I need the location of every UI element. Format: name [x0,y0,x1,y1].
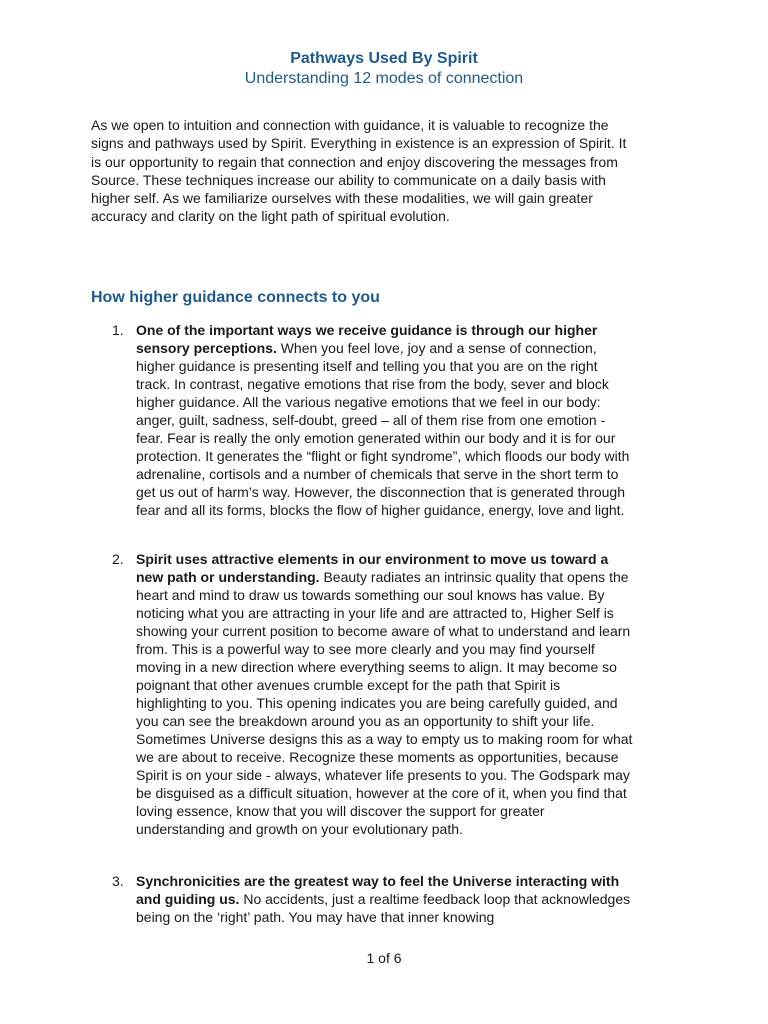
list-item [112,321,634,519]
list-item-number: 1. [112,322,124,338]
list-item-body [136,872,634,926]
list-item-text: No accidents, just a realtime feedback loop that acknowledges being on the ‘right’ path. You may have that inner knowing [136,891,631,925]
intro-paragraph: As we open to intuition and connection with guidance, it is valuable to recognize the signs and pathways used by Spirit. Everything in existence is an expression of Spirit. It is our opportunity to regain that connection and enjoy discovering the messages from Source. These techniques increase our ability to communicate on a daily basis with higher self. As we familiarize ourselves with these modalities, we will gain greater accuracy and clarity on the light path of spiritual evolution. [91,117,627,225]
list-item [112,550,634,838]
list-item [112,872,634,926]
list-item-text: When you feel love, joy and a sense of connection, higher guidance is presenting itself and telling you that you are on the right track. In contrast, negative emotions that rise from the body, sever and block higher guidance. All the various negative emotions that we feel in our body: anger, guilt, sadness, self-doubt, greed – all of them rise from one emotion - fear. Fear is really the only emotion generated within our body and it is for our protection. It generates the “flight or fight syndrome”, which floods our body with adrenaline, cortisols and a number of chemicals that serve in the short term to get us out of harm’s way. However, the disconnection that is generated through fear and all its forms, blocks the flow of higher guidance, energy, love and light. [136,340,630,518]
section-heading: How higher guidance connects to you [91,289,380,306]
page-number: 1 of 6 [366,950,402,966]
list-item-text: Beauty radiates an intrinsic quality that opens the heart and mind to draw us towards something our soul knows has value. By noticing what you are attracting in your life and are attracted to, Higher Self is showing your current position to become aware of what to understand and learn from. This is a powerful way to see more clearly and you may find yourself moving in a new direction where everything seems to align. It may become so poignant that other avenues crumble except for the path that Spirit is highlighting to you. This opening indicates you are being carefully guided, and you can see the breakdown around you as an opportunity to shift your life. Sometimes Universe designs this as a way to empty us to making room for what we are about to receive. Recognize these moments as opportunities, because Spirit is on your side - always, whatever life presents to you. The Godspark may be disguised as a difficult situation, however at the core of it, when you find that loving essence, know that you will discover the support for greater understanding and growth on your evolutionary path. [136,569,633,837]
list-item-lead: One of the important ways we receive guidance is through our higher sensory perceptions. [136,322,598,356]
list-item-number: 2. [112,551,124,567]
document-title: Pathways Used By Spirit [290,50,478,67]
list-item-body [136,321,634,519]
list-item-number: 3. [112,873,124,889]
list-item-lead: Spirit uses attractive elements in our environment to move us toward a new path or understanding. [136,551,609,585]
list-item-lead: Synchronicities are the greatest way to feel the Universe interacting with and guiding us. [136,873,620,907]
list-item-body [136,550,634,838]
document-subtitle: Understanding 12 modes of connection [244,70,524,87]
